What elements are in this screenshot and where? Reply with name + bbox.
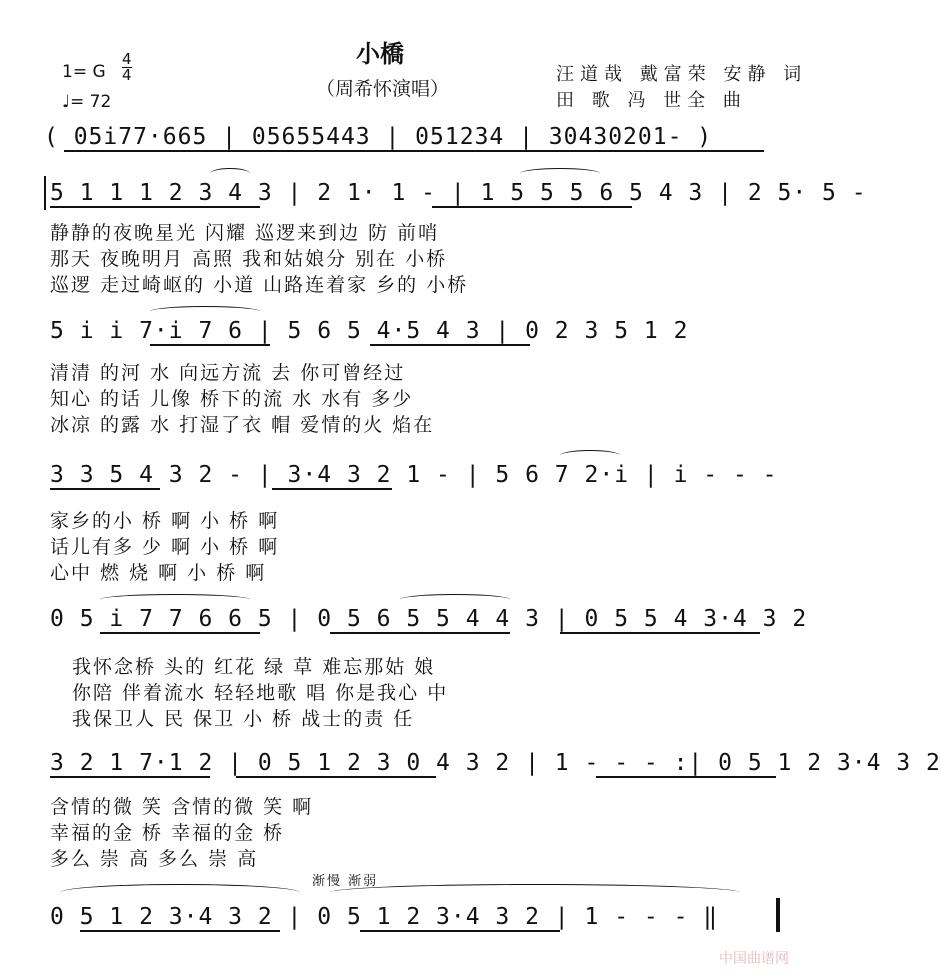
lyric-line-4b: 你陪 伴着流水 轻轻地歌 唱 你是我心 中 xyxy=(72,682,449,704)
lyric-line-4a: 我怀念桥 头的 红花 绿 草 难忘那姑 娘 xyxy=(72,656,436,678)
barline xyxy=(44,176,46,210)
key-signature: 1= G xyxy=(62,62,106,82)
lyric-line-5b: 幸福的金 桥 幸福的金 桥 xyxy=(50,822,285,844)
beam-line xyxy=(360,930,560,932)
slur-mark xyxy=(210,168,250,179)
beam-line xyxy=(560,632,760,634)
slur-mark xyxy=(60,884,300,901)
notation-row-intro: ( 05i77·665 | 05655443 | 051234 | 30430201- ) xyxy=(44,124,713,150)
slur-mark xyxy=(400,594,510,605)
notation-row-2: 5 i i 7·i 7 6 | 5 6 5 4·5 4 3 | 0 2 3 5 1 2 xyxy=(50,318,689,344)
beam-line xyxy=(330,632,510,634)
lyric-line-2b: 知心 的话 儿像 桥下的流 水 水有 多少 xyxy=(50,388,414,410)
dynamics-marks: 渐慢 渐弱 xyxy=(312,874,379,889)
tempo-mark: ♩= 72 xyxy=(62,92,112,112)
slur-mark xyxy=(560,450,620,461)
beam-line xyxy=(272,488,392,490)
beam-line xyxy=(64,150,764,152)
beam-line xyxy=(236,776,436,778)
final-barline xyxy=(776,898,780,932)
lyric-line-1a: 静静的夜晚星光 闪耀 巡逻来到边 防 前哨 xyxy=(50,222,440,244)
lyricist-credit: 汪道哉 戴富荣 安静 词 xyxy=(556,64,808,85)
page-subtitle: （周希怀演唱） xyxy=(316,78,450,100)
notation-row-1: 5 1 1 1 2 3 4 3 | 2 1· 1 - | 1 5 5 5 6 5 4 3 | 2 5· 5 - xyxy=(50,180,867,206)
beam-line xyxy=(100,632,260,634)
time-top: 4 xyxy=(122,50,132,68)
notation-row-5: 3 2 1 7·1 2 | 0 5 1 2 3 0 4 3 2 | 1 - - - :| 0 5 1 2 3·4 3 2 xyxy=(50,750,941,776)
lyric-line-3a: 家乡的小 桥 啊 小 桥 啊 xyxy=(50,510,280,532)
lyric-line-4c: 我保卫人 民 保卫 小 桥 战士的责 任 xyxy=(72,708,415,730)
watermark: 中国曲谱网 xyxy=(719,951,789,967)
beam-line xyxy=(596,776,776,778)
time-signature xyxy=(122,52,132,83)
beam-line xyxy=(80,930,280,932)
beam-line xyxy=(370,344,530,346)
notation-row-4: 0 5 i 7 7 6 6 5 | 0 5 6 5 5 4 4 3 | 0 5 5 4 3·4 3 2 xyxy=(50,606,808,632)
beam-line xyxy=(432,206,632,208)
lyric-line-5c: 多么 崇 高 多么 崇 高 xyxy=(50,848,259,870)
lyric-line-3b: 话儿有多 少 啊 小 桥 啊 xyxy=(50,536,280,558)
lyric-line-1c: 巡逻 走过崎岖的 小道 山路连着家 乡的 小桥 xyxy=(50,274,469,296)
slur-mark xyxy=(100,594,250,605)
lyric-line-1b: 那天 夜晚明月 高照 我和姑娘分 别在 小桥 xyxy=(50,248,448,270)
slur-mark xyxy=(150,306,260,317)
slur-mark xyxy=(330,884,740,901)
beam-line xyxy=(50,776,210,778)
beam-line xyxy=(50,488,160,490)
page-title: 小橋 xyxy=(356,40,404,68)
composer-credit: 田 歌 冯 世全 曲 xyxy=(556,90,747,111)
lyric-line-5a: 含情的微 笑 含情的微 笑 啊 xyxy=(50,796,314,818)
lyric-line-3c: 心中 燃 烧 啊 小 桥 啊 xyxy=(50,562,267,584)
lyric-line-2c: 冰凉 的露 水 打湿了衣 帽 爱情的火 焰在 xyxy=(50,414,435,436)
slur-mark xyxy=(520,168,600,179)
beam-line xyxy=(50,206,260,208)
time-bottom: 4 xyxy=(122,66,132,84)
lyric-line-2a: 清清 的河 水 向远方流 去 你可曾经过 xyxy=(50,362,406,384)
beam-line xyxy=(150,344,270,346)
notation-row-6: 0 5 1 2 3·4 3 2 | 0 5 1 2 3·4 3 2 | 1 - - - ‖ xyxy=(50,904,719,930)
notation-row-3: 3 3 5 4 3 2 - | 3·4 3 2 1 - | 5 6 7 2·i | i - - - xyxy=(50,462,778,488)
